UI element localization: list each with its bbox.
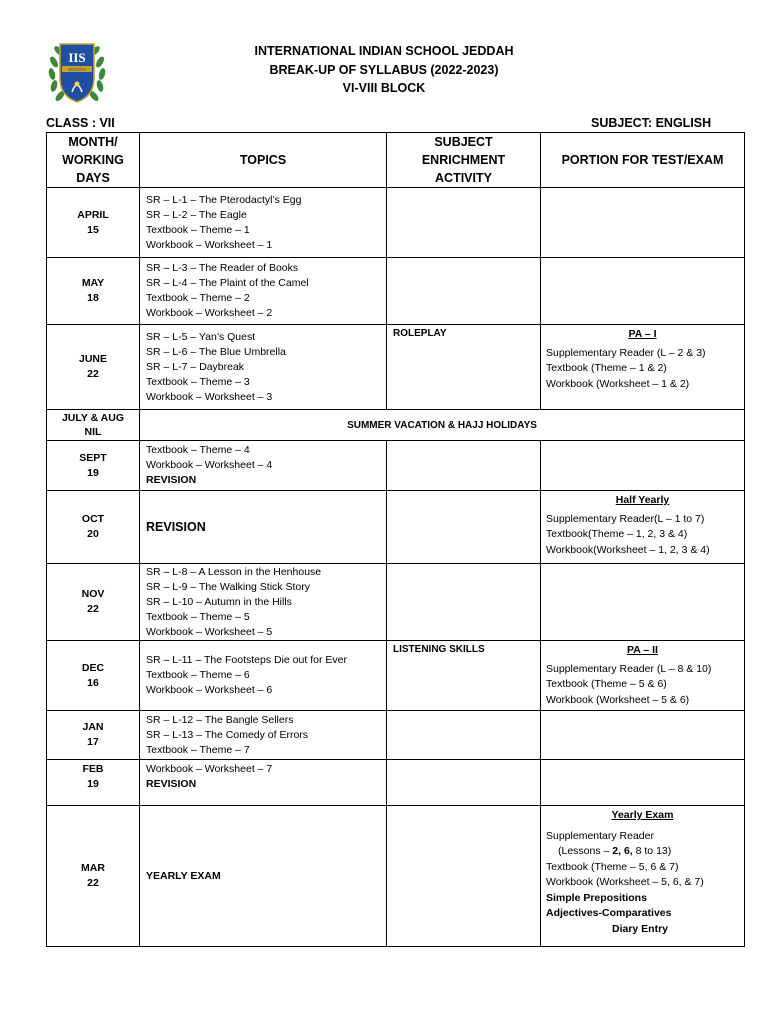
col-portion: PORTION FOR TEST/EXAM [541, 133, 745, 188]
month-cell: JAN 17 [47, 711, 140, 760]
portion-cell [541, 258, 745, 325]
topics-cell: REVISION [140, 491, 387, 564]
activity-cell [387, 258, 541, 325]
table-row [47, 711, 745, 760]
subject-label: SUBJECT: ENGLISH [591, 116, 712, 130]
topics-cell: SR – L-1 – The Pterodactyl’s Egg SR – L-2 – The Eagle Textbook – Theme – 1 Workbook – Worksheet – 1 [140, 188, 387, 258]
portion-title: Half Yearly [615, 494, 670, 506]
table-row [47, 491, 745, 564]
activity-cell [387, 806, 541, 947]
vacation-note: SUMMER VACATION & HAJJ HOLIDAYS [140, 410, 745, 441]
portion-cell: Yearly Exam Supplementary Reader (Lessons – 2, 6, 8 to 13) Textbook (Theme – 5, 6 & 7) Workbook (Worksheet – 5, 6, & 7) Simple Prepositions Adjectives-Comparatives Diary Entry [541, 806, 745, 947]
topics-cell: SR – L-8 – A Lesson in the Henhouse SR – L-9 – The Walking Stick Story SR – L-10 – Autumn in the Hills Textbook – Theme – 5 Workbook – Worksheet – 5 [140, 564, 387, 641]
month-cell: JULY & AUG NIL [47, 410, 140, 441]
topics-cell: SR – L-3 – The Reader of Books SR – L-4 – The Plaint of the Camel Textbook – Theme – 2 Workbook – Worksheet – 2 [140, 258, 387, 325]
topics-cell: SR – L-11 – The Footsteps Die out for Ever Textbook – Theme – 6 Workbook – Worksheet – 6 [140, 641, 387, 711]
col-activity: SUBJECT ENRICHMENT ACTIVITY [387, 133, 541, 188]
activity-cell: LISTENING SKILLS [387, 641, 541, 711]
activity-cell [387, 760, 541, 806]
class-label: CLASS : VII [46, 116, 115, 130]
school-name: INTERNATIONAL INDIAN SCHOOL JEDDAH [254, 44, 514, 58]
month-cell: OCT 20 [47, 491, 140, 564]
portion-title: PA – II [627, 644, 658, 656]
topics-cell: YEARLY EXAM [140, 806, 387, 947]
month-cell: MAR 22 [47, 806, 140, 947]
month-cell: FEB 19 [47, 760, 140, 806]
col-topics: TOPICS [140, 133, 387, 188]
portion-cell [541, 564, 745, 641]
month-cell: DEC 16 [47, 641, 140, 711]
table-row [47, 188, 745, 258]
portion-title: PA – I [628, 328, 657, 340]
topics-cell: Workbook – Worksheet – 7 REVISION [140, 760, 387, 806]
month-cell: JUNE 22 [47, 325, 140, 410]
activity-cell [387, 711, 541, 760]
table-row [47, 641, 745, 711]
activity-cell [387, 188, 541, 258]
portion-cell: Half Yearly Supplementary Reader(L – 1 to 7) Textbook(Theme – 1, 2, 3 & 4) Workbook(Worksheet – 1, 2, 3 & 4) [541, 491, 745, 564]
portion-title: Yearly Exam [611, 809, 674, 821]
topics-cell: SR – L-5 – Yan’s Quest SR – L-6 – The Blue Umbrella SR – L-7 – Daybreak Textbook – Theme – 3 Workbook – Worksheet – 3 [140, 325, 387, 410]
portion-cell [541, 711, 745, 760]
table-row [47, 564, 745, 641]
portion-cell: PA – II Supplementary Reader (L – 8 & 10) Textbook (Theme – 5 & 6) Workbook (Worksheet – 5 & 6) [541, 641, 745, 711]
block-label: VI-VIII BLOCK [342, 81, 426, 95]
topics-cell: SR – L-12 – The Bangle Sellers SR – L-13 – The Comedy of Errors Textbook – Theme – 7 [140, 711, 387, 760]
table-row [47, 806, 745, 947]
table-row [47, 441, 745, 491]
month-cell: NOV 22 [47, 564, 140, 641]
topics-cell: Textbook – Theme – 4 Workbook – Worksheet – 4 REVISION [140, 441, 387, 491]
portion-cell [541, 188, 745, 258]
portion-cell: PA – I Supplementary Reader (L – 2 & 3) Textbook (Theme – 1 & 2) Workbook (Worksheet – 1 & 2) [541, 325, 745, 410]
activity-cell [387, 491, 541, 564]
month-cell: APRIL 15 [47, 188, 140, 258]
col-month: MONTH/ WORKING DAYS [47, 133, 140, 188]
table-row [47, 760, 745, 806]
svg-text:IIS: IIS [68, 50, 86, 65]
svg-text:JEDDAH: JEDDAH [67, 67, 87, 72]
activity-cell [387, 564, 541, 641]
portion-cell [541, 760, 745, 806]
month-cell: SEPT 19 [47, 441, 140, 491]
activity-cell [387, 441, 541, 491]
table-row [47, 325, 745, 410]
month-cell: MAY 18 [47, 258, 140, 325]
table-row [47, 258, 745, 325]
activity-cell: ROLEPLAY [387, 325, 541, 410]
portion-cell [541, 441, 745, 491]
syllabus-table [46, 132, 745, 947]
syllabus-title: BREAK-UP OF SYLLABUS (2022-2023) [269, 63, 499, 77]
table-row [47, 410, 745, 441]
table-header-row [47, 133, 745, 188]
